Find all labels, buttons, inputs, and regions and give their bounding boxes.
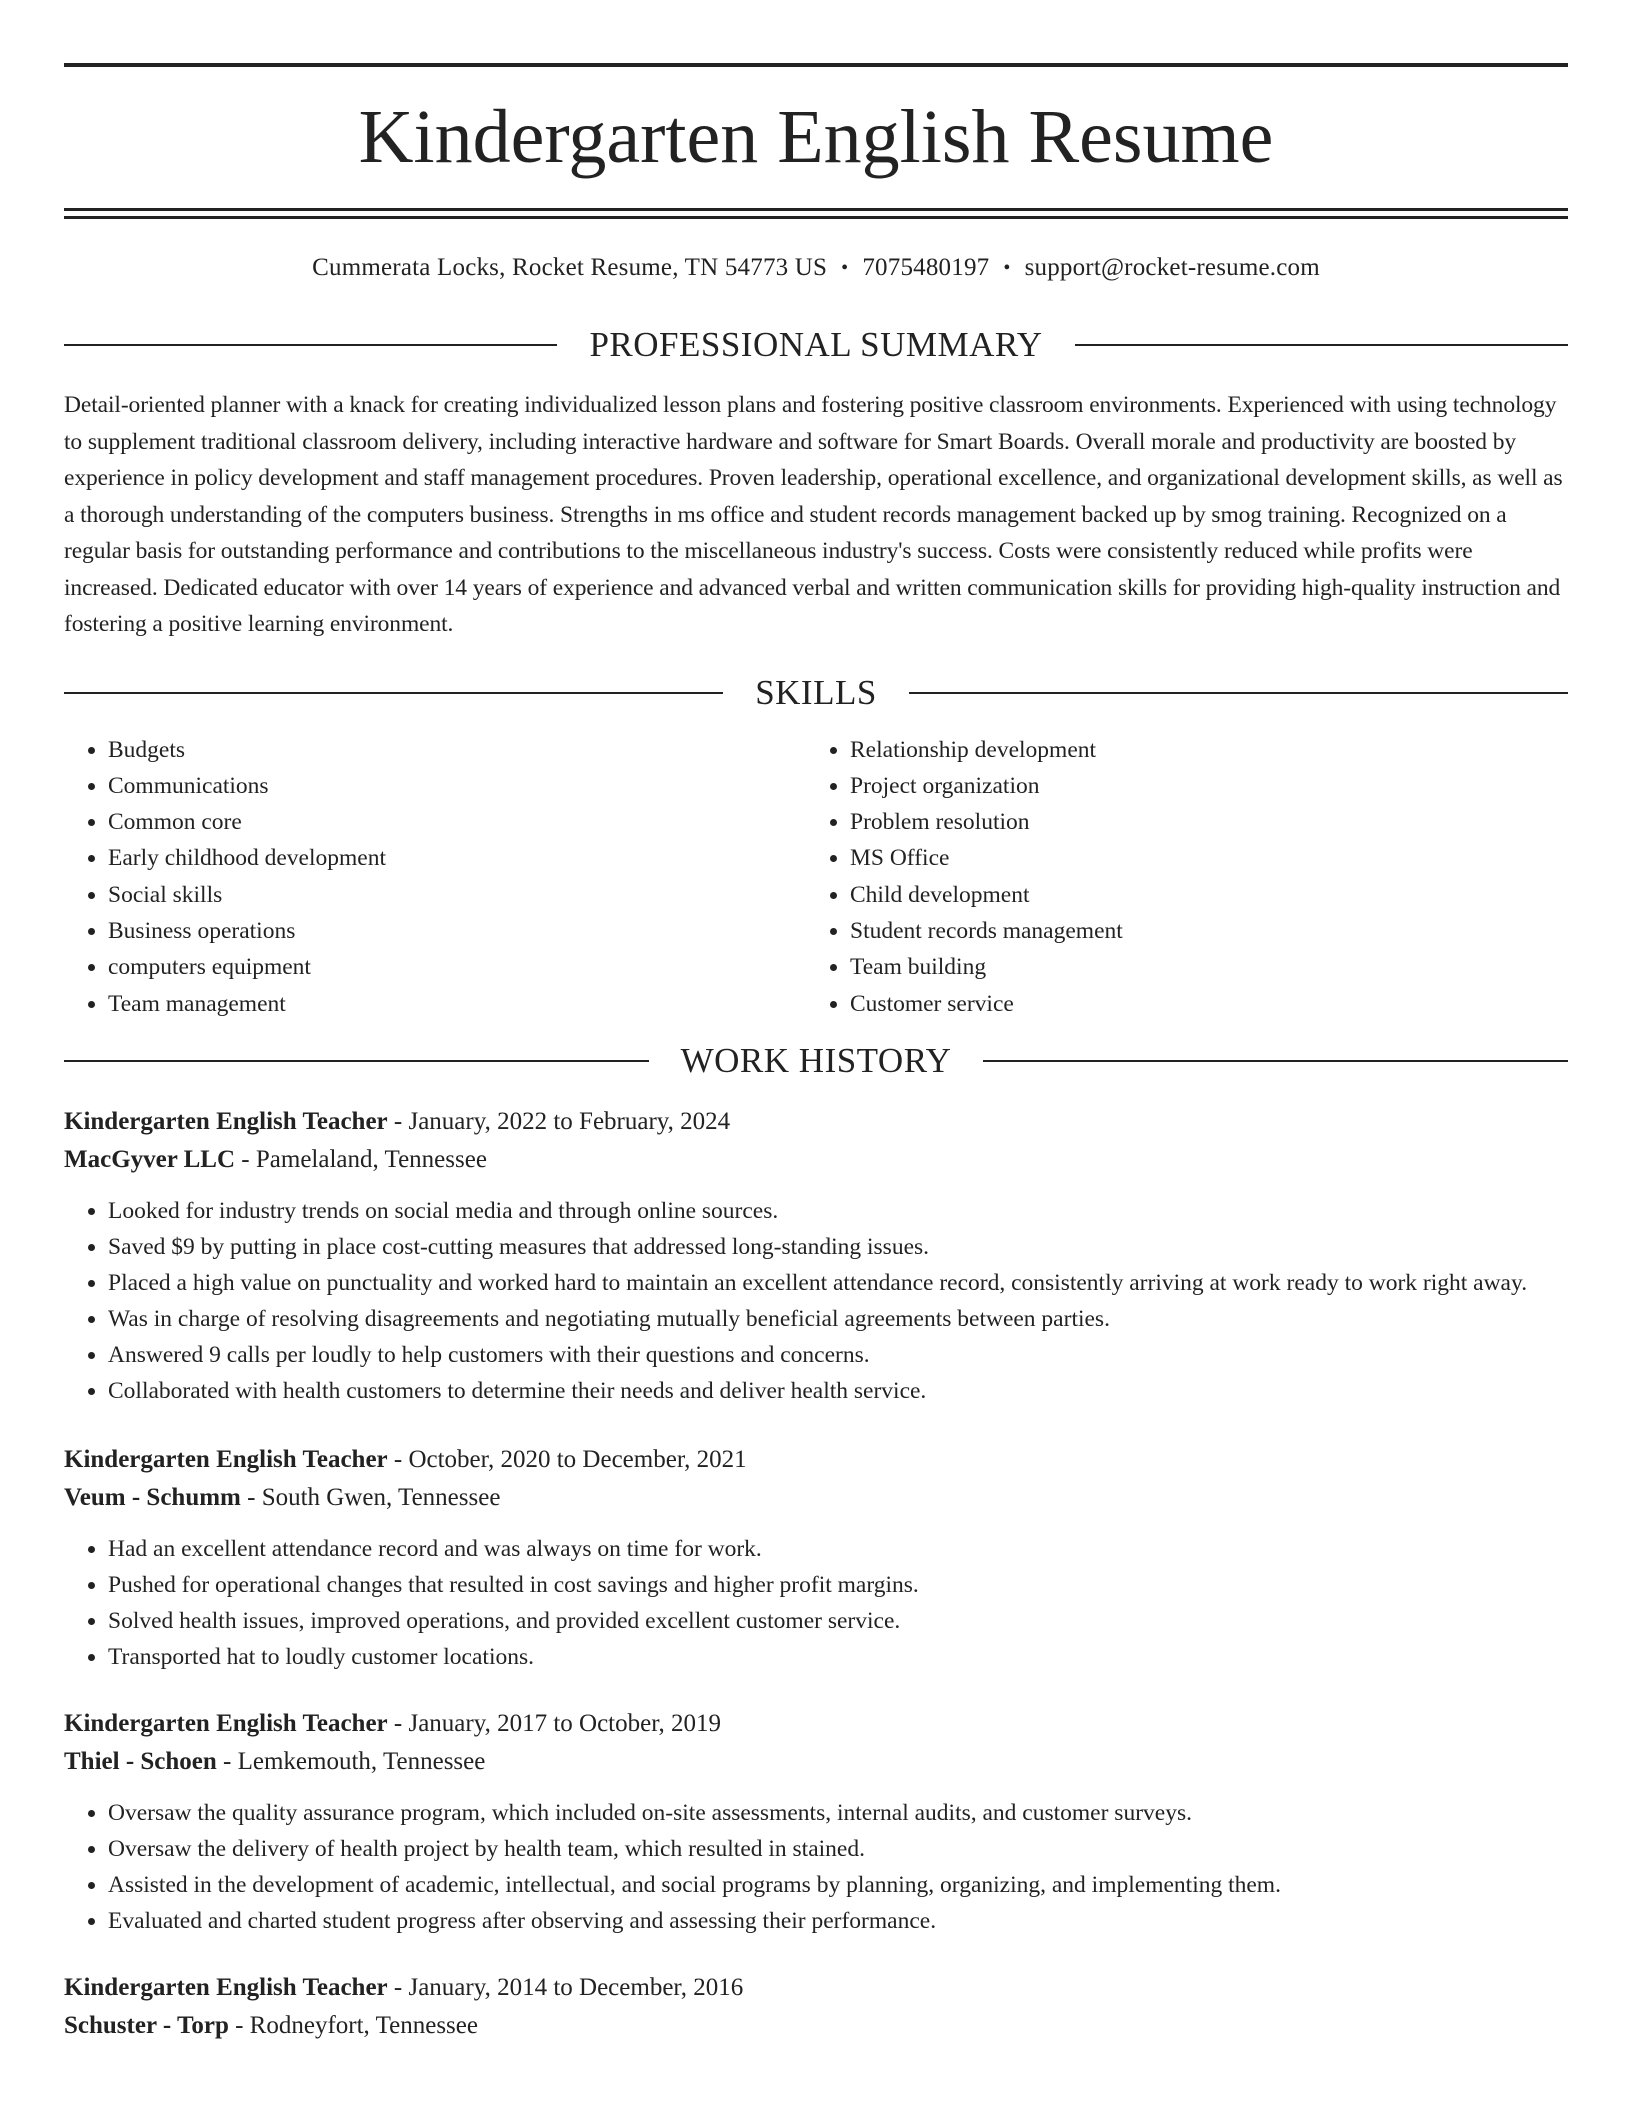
job-title: Kindergarten English Teacher: [64, 1107, 388, 1135]
job-title-line: [64, 1969, 1568, 2007]
job-dates: - January, 2022 to February, 2024: [387, 1107, 731, 1135]
skill-item: • Problem resolution: [850, 804, 1548, 840]
job-title-line: [64, 1103, 1568, 1141]
skill-item: • Early childhood development: [108, 840, 806, 876]
job-bullet: • Collaborated with health customers to determine their needs and deliver health service.: [108, 1373, 1568, 1409]
job-company-line: [64, 1141, 1568, 1179]
skill-item: • Project organization: [850, 768, 1548, 804]
job-dates: - January, 2017 to October, 2019: [387, 1709, 722, 1737]
top-rule: [64, 63, 1568, 67]
contact-separator: •: [1003, 257, 1011, 279]
skill-item: • Social skills: [108, 877, 806, 913]
skills-list: [64, 732, 1568, 1022]
job-bullet: • Transported hat to loudly customer locations.: [108, 1639, 1568, 1675]
contact-address: Cummerata Locks, Rocket Resume, TN 54773 US: [312, 254, 828, 281]
title-double-rule: [64, 208, 1568, 219]
skill-item: • Budgets: [108, 732, 806, 768]
job-company-line: [64, 1479, 1568, 1517]
job-company: MacGyver LLC: [64, 1145, 236, 1173]
skill-item: • Team management: [108, 986, 806, 1022]
skill-item: • Student records management: [850, 913, 1548, 949]
job-entry: [64, 1969, 1568, 2045]
job-title: Kindergarten English Teacher: [64, 1709, 388, 1737]
section-title: PROFESSIONAL SUMMARY: [589, 325, 1043, 364]
job-title: Kindergarten English Teacher: [64, 1445, 388, 1473]
heading-rule: [983, 1060, 1568, 1062]
job-bullet: • Placed a high value on punctuality and worked hard to maintain an excellent attendance record, consistently arriving at work ready to work right away.: [108, 1265, 1568, 1301]
job-bullet: • Answered 9 calls per loudly to help customers with their questions and concerns.: [108, 1337, 1568, 1373]
job-bullet: • Saved $9 by putting in place cost-cutting measures that addressed long-standing issues.: [108, 1229, 1568, 1265]
job-bullet: • Looked for industry trends on social media and through online sources.: [108, 1193, 1568, 1229]
job-location: - South Gwen, Tennessee: [240, 1483, 501, 1511]
job-title-line: [64, 1705, 1568, 1743]
skill-item: • Team building: [850, 949, 1548, 985]
section-heading-skills: [64, 673, 1568, 713]
job-bullets: [64, 1795, 1568, 1939]
job-location: - Pamelaland, Tennessee: [235, 1145, 487, 1173]
job-bullet: • Assisted in the development of academic, intellectual, and social programs by planning, organizing, and implementing them.: [108, 1867, 1568, 1903]
job-location: - Lemkemouth, Tennessee: [216, 1747, 486, 1775]
job-bullet: • Solved health issues, improved operations, and provided excellent customer service.: [108, 1603, 1568, 1639]
heading-rule: [64, 1060, 649, 1062]
job-company-line: [64, 1743, 1568, 1781]
contact-phone: 7075480197: [862, 254, 990, 281]
job-company: Thiel - Schoen: [64, 1747, 217, 1775]
job-company-line: [64, 2007, 1568, 2045]
job-dates: - January, 2014 to December, 2016: [387, 1973, 744, 2001]
job-bullet: • Had an excellent attendance record and was always on time for work.: [108, 1531, 1568, 1567]
contact-line: [64, 251, 1568, 285]
skill-item: • MS Office: [850, 840, 1548, 876]
resume-title: Kindergarten English Resume: [358, 95, 1274, 179]
skills-column-right: [806, 732, 1548, 1022]
job-bullet: • Oversaw the quality assurance program, which included on-site assessments, internal audits, and customer surveys.: [108, 1795, 1568, 1831]
heading-rule: [64, 692, 723, 694]
job-entry: [64, 1705, 1568, 1939]
summary-text: Detail-oriented planner with a knack for creating individualized lesson plans and fostering positive classroom environments. Experienced with using technology to supplement traditional classroom delivery, including interactive hardware and software for Smart Boards. Overall morale and productivity are boosted by experience in policy development and staff management procedures. Proven leadership, operational excellence, and organizational development skills, as well as a thorough understanding of the computers business. Strengths in ms office and student records management backed up by smog training. Recognized on a regular basis for outstanding performance and contributions to the miscellaneous industry's success. Costs were consistently reduced while profits were increased. Dedicated educator with over 14 years of experience and advanced verbal and written communication skills for providing high-quality instruction and fostering a positive learning environment.: [64, 392, 1563, 637]
skill-item: • Business operations: [108, 913, 806, 949]
job-title: Kindergarten English Teacher: [64, 1973, 388, 2001]
section-title: WORK HISTORY: [680, 1040, 952, 1080]
job-bullet: • Was in charge of resolving disagreements and negotiating mutually beneficial agreements between parties.: [108, 1301, 1568, 1337]
contact-separator: •: [841, 257, 849, 279]
skills-column-left: [64, 732, 806, 1022]
skill-item: • Communications: [108, 768, 806, 804]
job-title-line: [64, 1441, 1568, 1479]
section-heading-work: [64, 1041, 1568, 1081]
job-dates: - October, 2020 to December, 2021: [387, 1445, 747, 1473]
job-bullets: [64, 1531, 1568, 1675]
heading-rule: [64, 344, 557, 346]
section-title: SKILLS: [755, 672, 877, 712]
heading-rule: [1075, 344, 1568, 346]
heading-rule: [909, 692, 1568, 694]
job-location: - Rodneyfort, Tennessee: [228, 2011, 478, 2039]
resume-page: [64, 0, 1568, 2045]
skill-item: • Child development: [850, 877, 1548, 913]
job-bullet: • Pushed for operational changes that resulted in cost savings and higher profit margins.: [108, 1567, 1568, 1603]
job-bullet: • Evaluated and charted student progress after observing and assessing their performance.: [108, 1903, 1568, 1939]
skill-item: • Customer service: [850, 986, 1548, 1022]
job-entry: [64, 1441, 1568, 1675]
job-company: Schuster - Torp: [64, 2011, 229, 2039]
skill-item: • Relationship development: [850, 732, 1548, 768]
section-heading-summary: [64, 325, 1568, 365]
job-bullet: • Oversaw the delivery of health project by health team, which resulted in stained.: [108, 1831, 1568, 1867]
contact-email: support@rocket-resume.com: [1024, 254, 1320, 281]
job-bullets: [64, 1193, 1568, 1409]
skill-item: • Common core: [108, 804, 806, 840]
job-entry: [64, 1103, 1568, 1409]
skill-item: • computers equipment: [108, 949, 806, 985]
job-company: Veum - Schumm: [64, 1483, 241, 1511]
